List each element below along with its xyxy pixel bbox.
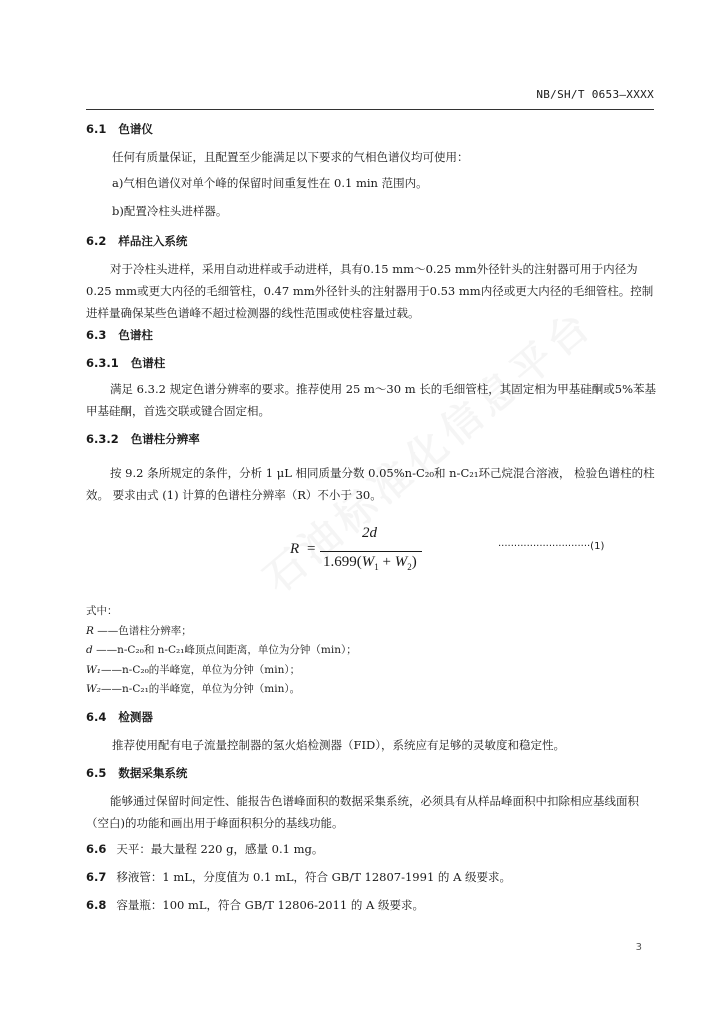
- den-w2: W: [394, 554, 408, 570]
- section-heading: [86, 762, 660, 784]
- section-title: 色谱仪: [118, 122, 153, 136]
- section-number: 6.7: [86, 870, 107, 884]
- formula-numerator: 2d: [362, 525, 377, 541]
- section-6-5-body: [86, 790, 660, 834]
- section-title: 色谱柱分辨率: [130, 432, 200, 446]
- section-title: 色谱柱: [118, 328, 153, 342]
- formula-legend: [86, 602, 357, 700]
- section-text: 移液管：1 mL，分度值为 0.1 mL，符合 GB/T 12807-1991 的 A 级要求。: [116, 870, 512, 884]
- den-coefficient: 1.699: [323, 554, 357, 570]
- section-title: 色谱柱: [130, 356, 166, 370]
- section-heading: [86, 118, 660, 140]
- section-text: 容量瓶：100 mL，符合 GB/T 12806-2011 的 A 级要求。: [116, 898, 425, 912]
- section-6-1: [86, 118, 660, 140]
- section-6-6: [86, 838, 660, 860]
- paragraph: 满足 6.3.2 规定色谱分辨率的要求。推荐使用 25 m～30 m 长的毛细管柱，其固定相为甲基硅酮或5%苯基甲基硅酮，首选交联或键合固定相。: [86, 382, 657, 418]
- section-6-3-1-body: [86, 378, 660, 422]
- section-title: 样品注入系统: [118, 234, 188, 248]
- formula-lhs: R: [290, 541, 300, 557]
- section-number: 6.4: [86, 710, 107, 724]
- fraction-bar: [320, 551, 422, 552]
- page-number: 3: [635, 942, 642, 953]
- section-number: 6.5: [86, 766, 107, 780]
- legend-symbol: W₂: [86, 683, 102, 695]
- section-heading: [86, 706, 660, 728]
- legend-text: ——色谱柱分辨率；: [93, 624, 192, 637]
- section-6-3-1: [86, 352, 660, 374]
- list-item: b)配置冷柱头进样器。: [112, 204, 228, 218]
- section-6-8: [86, 894, 660, 916]
- paragraph: 对于冷柱头进样，采用自动进样或手动进样，具有0.15 mm～0.25 mm外径针头的注射器可用于内径为0.25 mm或更大内径的毛细管柱，0.47 mm外径针头的注射器用于0.53 mm内径或更大内径的毛细管柱。控制进样量确保某些色谱峰不超过检测器的线性范围或使柱容量过载。: [86, 262, 654, 320]
- resolution-formula: [290, 525, 430, 577]
- legend-item: [86, 641, 357, 661]
- legend-text: ——n-C₂₀和 n-C₂₁峰顶点间距离，单位为分钟（min）；: [92, 644, 357, 656]
- legend-symbol: d: [86, 644, 93, 656]
- header-rule: [86, 109, 654, 110]
- section-heading: [86, 230, 660, 252]
- section-title: 检测器: [118, 710, 153, 724]
- section-number: 6.3: [86, 328, 107, 342]
- section-6-2: [86, 230, 660, 252]
- list-item-b: [86, 200, 660, 222]
- legend-symbol: W₁: [86, 663, 102, 676]
- paragraph: 能够通过保留时间定性、能报告色谱峰面积的数据采集系统，必须具有从样品峰面积中扣除相应基线面积（空白)的功能和画出用于峰面积积分的基线功能。: [86, 794, 639, 830]
- legend-text: ——n-C₂₀的半峰宽，单位为分钟（min）；: [101, 663, 301, 676]
- section-6-7: [86, 866, 660, 888]
- section-number: 6.3.1: [86, 356, 119, 370]
- section-number: 6.6: [86, 842, 107, 856]
- list-item-a: [86, 172, 660, 194]
- legend-text: ——n-C₂₁的半峰宽，单位为分钟（min）。: [101, 683, 301, 695]
- section-number: 6.2: [86, 234, 107, 248]
- den-w1: W: [361, 554, 375, 570]
- den-w2-sub: 2: [407, 562, 412, 572]
- formula-equals: =: [307, 541, 316, 557]
- section-6-4: [86, 706, 660, 728]
- section-text: 天平：最大量程 220 g，感量 0.1 mg。: [116, 842, 324, 856]
- section-6-1-body: [86, 146, 660, 168]
- den-plus: +: [382, 554, 391, 570]
- legend-symbol: R: [86, 624, 94, 637]
- formula-denominator: $1.699(W_1 + W_2)$: [323, 554, 417, 572]
- section-6-3: [86, 324, 660, 346]
- section-6-3-2: [86, 428, 660, 450]
- paragraph: 推荐使用配有电子流量控制器的氢火焰检测器（FID），系统应有足够的灵敏度和稳定性。: [112, 738, 565, 752]
- legend-item: [86, 680, 357, 700]
- list-item: a)气相色谱仪对单个峰的保留时间重复性在 0.1 min 范围内。: [112, 176, 428, 190]
- section-heading: [86, 428, 660, 450]
- standard-number: NB/SH/T 0653—XXXX: [536, 88, 654, 101]
- legend-label: 式中：: [86, 605, 118, 617]
- paragraph: 任何有质量保证，且配置至少能满足以下要求的气相色谱仪均可使用：: [112, 150, 469, 164]
- den-w1-sub: 1: [374, 562, 379, 572]
- legend-item: [86, 622, 357, 642]
- section-6-5: [86, 762, 660, 784]
- section-6-2-body: [86, 258, 660, 324]
- section-heading: [86, 324, 660, 346]
- section-6-4-body: [86, 734, 660, 756]
- section-title: 数据采集系统: [118, 766, 188, 780]
- section-6-3-2-body: [86, 462, 660, 506]
- section-heading: [86, 352, 660, 374]
- equation-number: ·····························(1): [498, 541, 605, 552]
- legend-item: [86, 661, 357, 681]
- paragraph: 按 9.2 条所规定的条件，分析 1 μL 相同质量分数 0.05%n-C₂₀和 n-C₂₁环己烷混合溶液， 检验色谱柱的柱效。 要求由式 (1) 计算的色谱柱分辨率（R）不小于 30。: [86, 466, 655, 502]
- section-number: 6.3.2: [86, 432, 119, 446]
- section-number: 6.8: [86, 898, 107, 912]
- section-number: 6.1: [86, 122, 107, 136]
